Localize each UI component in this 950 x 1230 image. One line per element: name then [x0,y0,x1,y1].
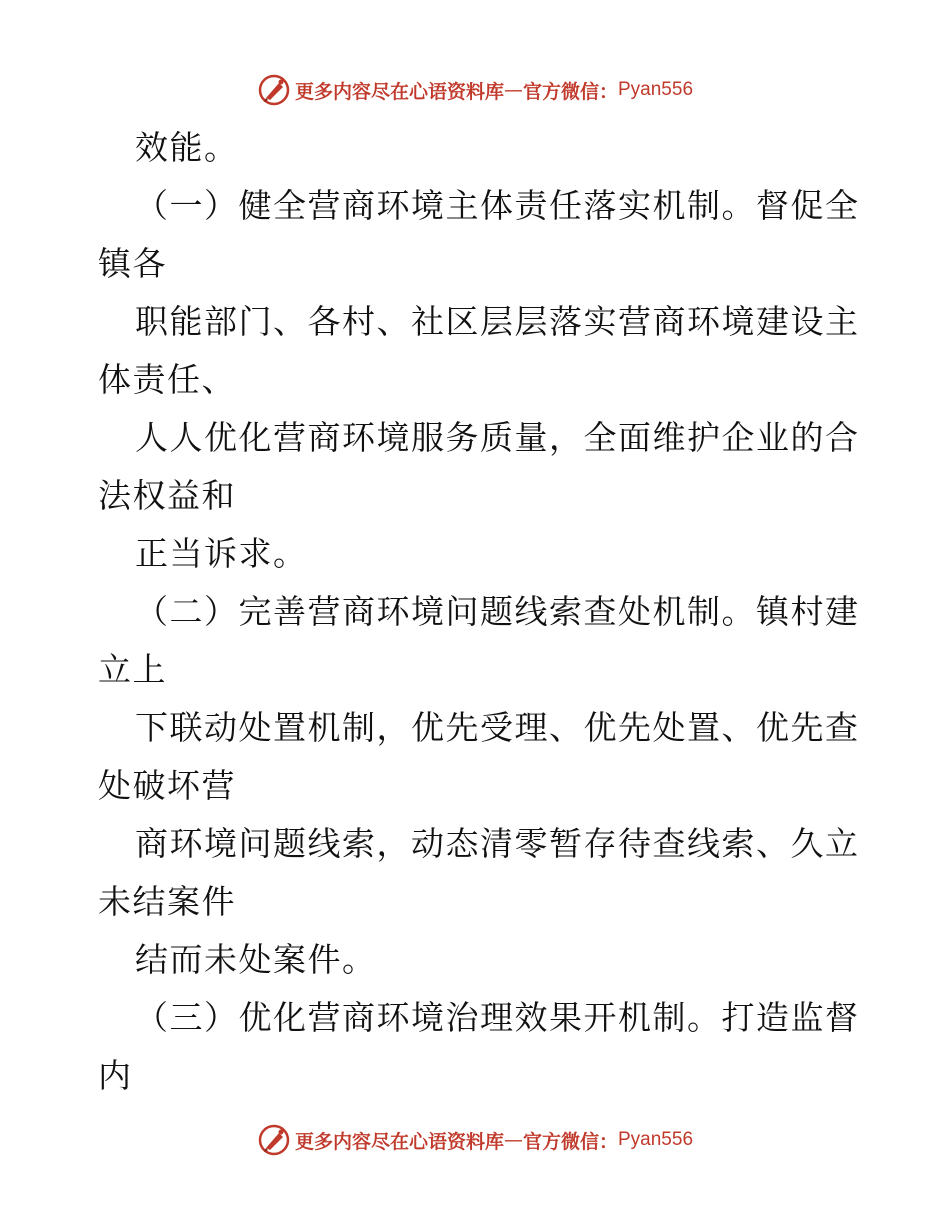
text-line: 下联动处置机制，优先受理、优先处置、优先查 [135,708,860,747]
text-line: 结而未处案件。 [135,940,377,979]
watermark-text: 更多内容尽在心语资料库 [294,80,504,103]
text-line: 商环境问题线索，动态清零暂存待查线索、久立 [135,824,860,863]
text-line: 效能。 [135,128,239,167]
text-line: 内 [98,1056,133,1095]
watermark-suffix: 官方微信： [522,80,618,103]
text-line: 职能部门、各村、社区层层落实营商环境建设主 [135,302,860,341]
text-line: 正当诉求。 [135,534,308,573]
text-line: 法权益和 [98,476,236,515]
text-line: 未结案件 [98,882,236,921]
watermark-id: Pyan556 [618,1129,694,1150]
watermark-text: 更多内容尽在心语资料库 [294,1130,504,1153]
pen-logo-icon [257,73,291,107]
watermark-suffix: 官方微信： [522,1130,618,1153]
pen-logo-icon [257,1123,291,1157]
watermark-id: Pyan556 [618,79,694,100]
watermark-separator: — [503,1129,523,1151]
header-watermark [0,70,950,110]
text-line: （一）健全营商环境主体责任落实机制。督促全 [135,186,860,225]
watermark-separator: — [503,79,523,101]
text-line: （三）优化营商环境治理效果开机制。打造监督 [135,998,860,1037]
footer-watermark [0,1120,950,1160]
text-line: 立上 [98,650,167,689]
text-line: 镇各 [98,244,167,283]
text-line: 体责任、 [98,360,236,399]
text-line: （二）完善营商环境问题线索查处机制。镇村建 [135,592,860,631]
text-line: 人人优化营商环境服务质量，全面维护企业的合 [135,418,860,457]
text-line: 处破坏营 [98,766,236,805]
